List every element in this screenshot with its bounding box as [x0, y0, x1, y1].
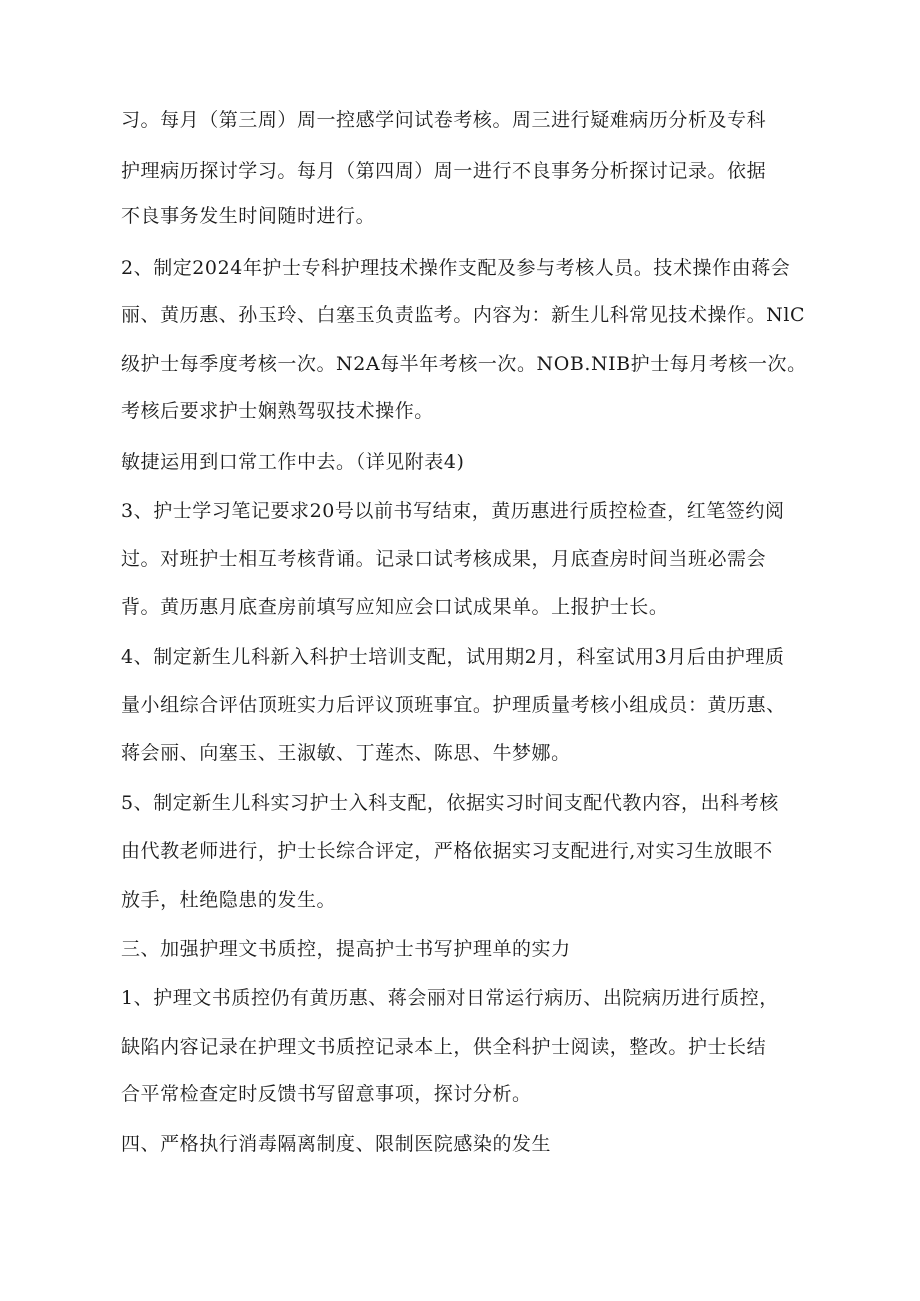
- text-line: 不良事务发生时间随时进行。: [121, 205, 376, 227]
- text-line: 合平常检查定时反馈书写留意事项，探讨分析。: [121, 1083, 532, 1105]
- section-heading: 三、加强护理文书质控，提高护士书写护理单的实力: [121, 938, 571, 960]
- text-line: 护理病历探讨学习。每月（第四周）周一进行不良事务分析探讨记录。依据: [121, 160, 767, 182]
- text-line: 缺陷内容记录在护理文书质控记录本上，供全科护士阅读，整改。护士长结: [121, 1036, 767, 1058]
- text-line: 习。每月（第三周）周一控感学问试卷考核。周三进行疑难病历分析及专科: [121, 109, 767, 131]
- text-line: 3、护士学习笔记要求20号以前书写结束，黄历惠进行质控检查，红笔签约阅: [121, 500, 785, 522]
- text-line: 丽、黄历惠、孙玉玲、白塞玉负责监考。内容为：新生儿科常见技术操作。NlC: [121, 304, 806, 326]
- text-line: 蒋会丽、向塞玉、王淑敏、丁莲杰、陈思、牛梦娜。: [121, 742, 571, 764]
- text-line: 5、制定新生儿科实习护士入科支配，依据实习时间支配代教内容，出科考核: [121, 792, 779, 814]
- text-line: 过。对班护士相互考核背诵。记录口试考核成果，月底查房时间当班必需会: [121, 548, 767, 570]
- text-line: 2、制定2024年护士专科护理技术操作支配及参与考核人员。技术操作由蒋会: [121, 257, 791, 279]
- text-line: 考核后要求护士娴熟驾驭技术操作。: [121, 400, 434, 422]
- text-line: 背。黄历惠月底查房前填写应知应会口试成果单。上报护士长。: [121, 596, 669, 618]
- text-line: 放手，杜绝隐患的发生。: [121, 889, 337, 911]
- text-line: 级护士每季度考核一次。N2A每半年考核一次。NOB.NIB护士每月考核一次。: [121, 353, 807, 375]
- text-line: 敏捷运用到口常工作中去。（详见附表4): [121, 451, 465, 473]
- text-line: 4、制定新生儿科新入科护士培训支配，试用期2月，科室试用3月后由护理质: [121, 646, 785, 668]
- text-line: 量小组综合评估顶班实力后评议顶班事宜。护理质量考核小组成员：黄历惠、: [121, 694, 786, 716]
- section-heading: 四、严格执行消毒隔离制度、限制医院感染的发生: [121, 1133, 552, 1155]
- text-line: 1、护理文书质控仍有黄历惠、蒋会丽对日常运行病历、出院病历进行质控，: [121, 987, 779, 1009]
- text-line: 由代教老师进行，护士长综合评定，严格依据实习支配进行,对实习生放眼不: [121, 840, 773, 862]
